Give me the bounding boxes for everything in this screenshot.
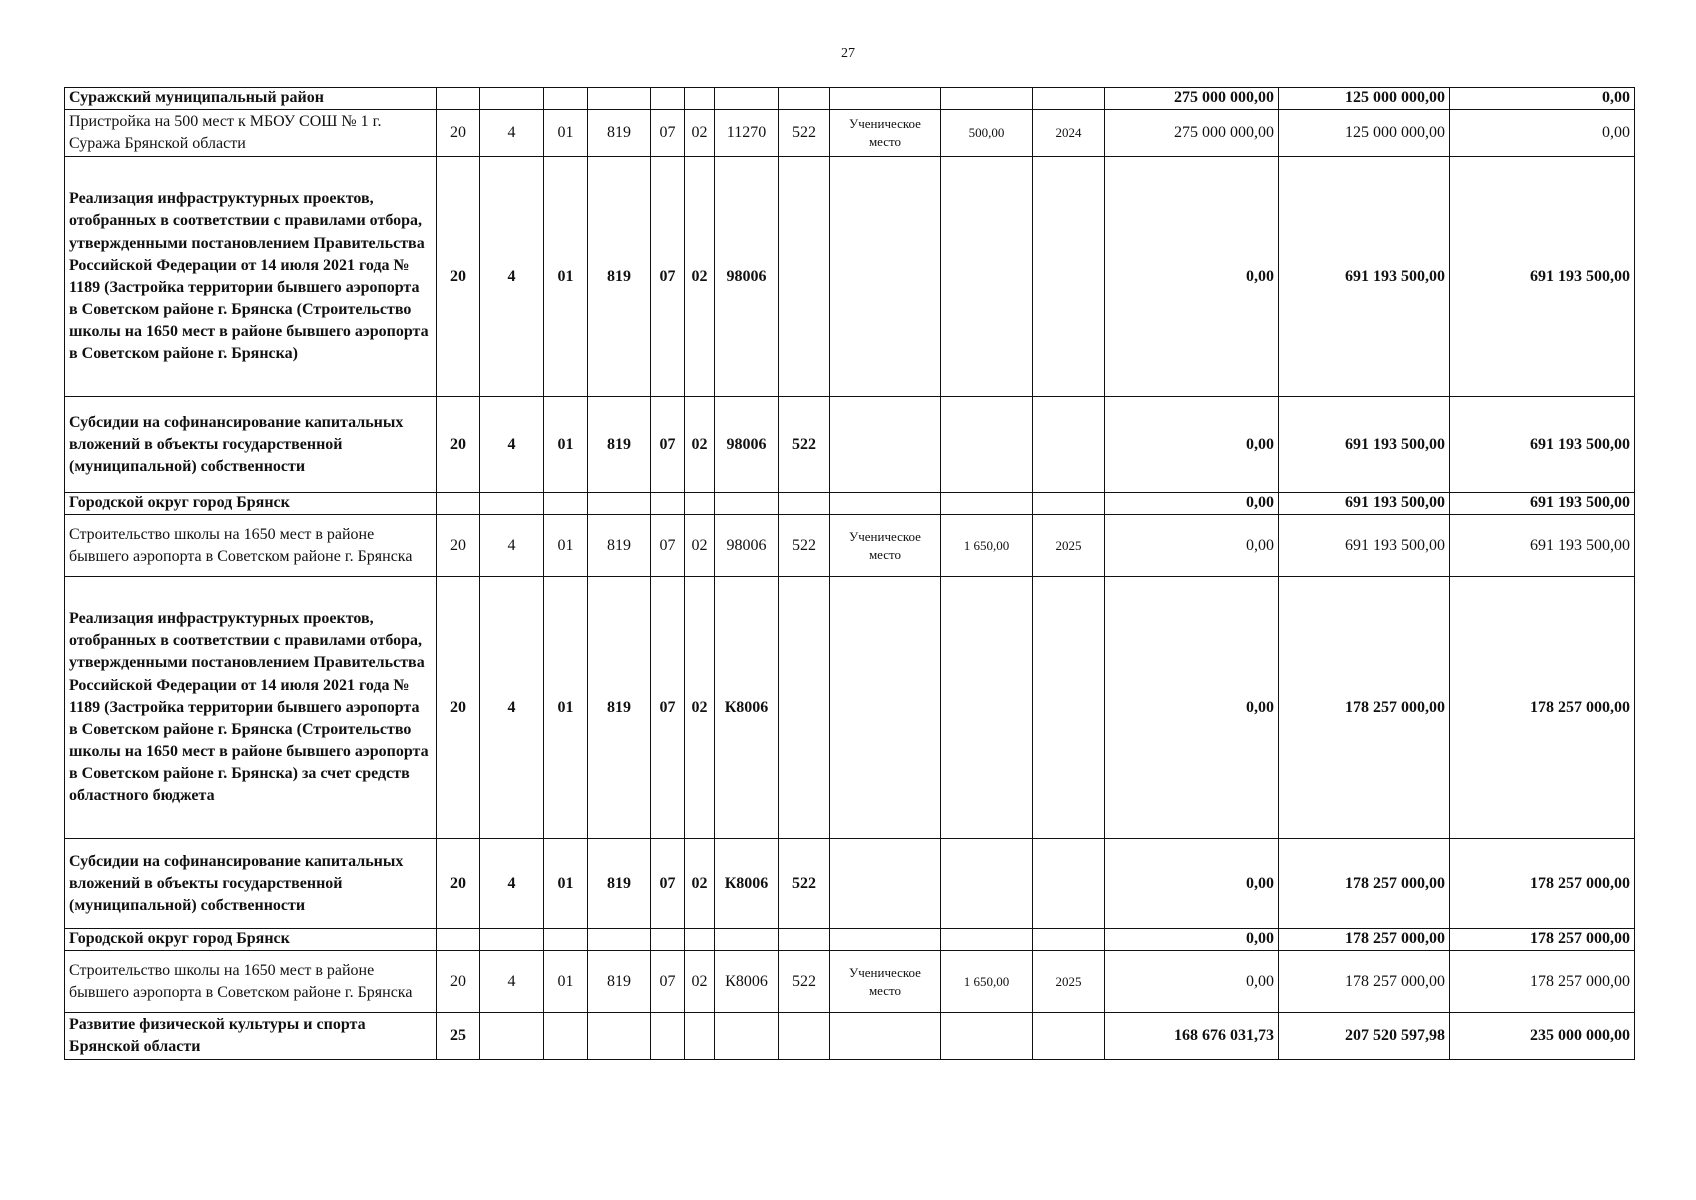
cell-capacity [941, 157, 1033, 397]
cell-target-item: К8006 [715, 839, 779, 929]
cell-rz [651, 493, 685, 515]
cell-capacity [941, 577, 1033, 839]
cell-unit [830, 397, 941, 493]
cell-target-item [715, 929, 779, 951]
cell-rz: 07 [651, 951, 685, 1013]
cell-expense-type: 522 [779, 515, 830, 577]
table-row [65, 515, 1635, 577]
cell-name: Строительство школы на 1650 мест в районе бывшего аэропорта в Советском районе г. Брянска [65, 951, 437, 1013]
cell-name: Суражский муниципальный район [65, 88, 437, 110]
cell-unit [830, 839, 941, 929]
cell-sum-3: 178 257 000,00 [1450, 577, 1635, 839]
cell-sum-2: 178 257 000,00 [1279, 929, 1450, 951]
cell-pr [685, 493, 715, 515]
cell-mr [544, 929, 588, 951]
cell-name: Субсидии на софинансирование капитальных вложений в объекты государственной (муниципальной) собственности [65, 839, 437, 929]
cell-sum-1: 0,00 [1105, 397, 1279, 493]
cell-expense-type [779, 88, 830, 110]
cell-name: Развитие физической культуры и спорта Брянской области [65, 1013, 437, 1060]
cell-mr: 01 [544, 397, 588, 493]
cell-year [1033, 577, 1105, 839]
cell-rz [651, 1013, 685, 1060]
cell-sum-3: 691 193 500,00 [1450, 157, 1635, 397]
cell-sum-2: 125 000 000,00 [1279, 88, 1450, 110]
cell-gp: 20 [437, 515, 480, 577]
table-row [65, 577, 1635, 839]
cell-sum-1: 168 676 031,73 [1105, 1013, 1279, 1060]
cell-grbs: 819 [588, 515, 651, 577]
cell-target-item [715, 88, 779, 110]
cell-rz: 07 [651, 515, 685, 577]
cell-grbs: 819 [588, 157, 651, 397]
cell-capacity: 1 650,00 [941, 951, 1033, 1013]
budget-table [64, 87, 1635, 1060]
cell-sum-2: 178 257 000,00 [1279, 839, 1450, 929]
cell-unit: Ученическое место [830, 951, 941, 1013]
cell-pgp: 4 [480, 577, 544, 839]
cell-grbs [588, 493, 651, 515]
cell-mr: 01 [544, 951, 588, 1013]
cell-name: Реализация инфраструктурных проектов, отобранных в соответствии с правилами отбора, утвержденными постановлением Правительства Российской Федерации от 14 июля 2021 года № 1189 (Застройка территории бывшего аэропорта в Советском районе г. Брянска (Строительство школы на 1650 мест в районе бывшего аэропорта в Советском районе г. Брянска) [65, 157, 437, 397]
cell-sum-3: 178 257 000,00 [1450, 839, 1635, 929]
cell-unit: Ученическое место [830, 110, 941, 157]
cell-gp: 25 [437, 1013, 480, 1060]
cell-capacity [941, 1013, 1033, 1060]
cell-sum-2: 178 257 000,00 [1279, 951, 1450, 1013]
cell-sum-3: 691 193 500,00 [1450, 397, 1635, 493]
cell-name: Реализация инфраструктурных проектов, отобранных в соответствии с правилами отбора, утвержденными постановлением Правительства Российской Федерации от 14 июля 2021 года № 1189 (Застройка территории бывшего аэропорта в Советском районе г. Брянска (Строительство школы на 1650 мест в районе бывшего аэропорта в Советском районе г. Брянска) за счет средств областного бюджета [65, 577, 437, 839]
cell-unit [830, 929, 941, 951]
cell-target-item: К8006 [715, 951, 779, 1013]
cell-sum-2: 691 193 500,00 [1279, 397, 1450, 493]
cell-expense-type [779, 157, 830, 397]
cell-sum-1: 0,00 [1105, 929, 1279, 951]
cell-expense-type [779, 493, 830, 515]
cell-target-item [715, 493, 779, 515]
cell-unit [830, 157, 941, 397]
cell-sum-1: 275 000 000,00 [1105, 88, 1279, 110]
cell-rz: 07 [651, 839, 685, 929]
cell-year [1033, 1013, 1105, 1060]
cell-unit [830, 493, 941, 515]
table-row [65, 110, 1635, 157]
cell-sum-2: 691 193 500,00 [1279, 493, 1450, 515]
cell-gp: 20 [437, 397, 480, 493]
cell-capacity: 1 650,00 [941, 515, 1033, 577]
cell-rz: 07 [651, 110, 685, 157]
cell-target-item [715, 1013, 779, 1060]
cell-year: 2025 [1033, 515, 1105, 577]
cell-pr [685, 88, 715, 110]
cell-capacity [941, 397, 1033, 493]
cell-pgp: 4 [480, 839, 544, 929]
cell-expense-type: 522 [779, 110, 830, 157]
cell-capacity [941, 493, 1033, 515]
cell-sum-1: 0,00 [1105, 493, 1279, 515]
cell-name: Городской округ город Брянск [65, 929, 437, 951]
cell-name: Пристройка на 500 мест к МБОУ СОШ № 1 г. Суража Брянской области [65, 110, 437, 157]
cell-sum-3: 0,00 [1450, 110, 1635, 157]
cell-target-item: 11270 [715, 110, 779, 157]
cell-mr: 01 [544, 515, 588, 577]
cell-gp: 20 [437, 577, 480, 839]
cell-sum-3: 178 257 000,00 [1450, 929, 1635, 951]
cell-pr: 02 [685, 951, 715, 1013]
cell-rz [651, 88, 685, 110]
cell-pgp: 4 [480, 110, 544, 157]
cell-pgp [480, 88, 544, 110]
cell-mr [544, 493, 588, 515]
table-row [65, 493, 1635, 515]
cell-pr: 02 [685, 157, 715, 397]
cell-unit [830, 1013, 941, 1060]
cell-gp: 20 [437, 157, 480, 397]
cell-year: 2024 [1033, 110, 1105, 157]
cell-pgp [480, 493, 544, 515]
cell-mr [544, 88, 588, 110]
cell-mr: 01 [544, 157, 588, 397]
cell-year [1033, 157, 1105, 397]
cell-gp: 20 [437, 110, 480, 157]
cell-sum-3: 691 193 500,00 [1450, 515, 1635, 577]
cell-gp [437, 929, 480, 951]
cell-expense-type [779, 577, 830, 839]
cell-sum-1: 0,00 [1105, 157, 1279, 397]
cell-pgp: 4 [480, 951, 544, 1013]
cell-grbs: 819 [588, 839, 651, 929]
cell-gp [437, 88, 480, 110]
cell-pr: 02 [685, 515, 715, 577]
cell-unit [830, 577, 941, 839]
cell-pr [685, 929, 715, 951]
cell-sum-1: 275 000 000,00 [1105, 110, 1279, 157]
cell-rz [651, 929, 685, 951]
cell-capacity [941, 88, 1033, 110]
cell-sum-1: 0,00 [1105, 951, 1279, 1013]
cell-expense-type: 522 [779, 839, 830, 929]
cell-target-item: 98006 [715, 157, 779, 397]
cell-grbs [588, 1013, 651, 1060]
cell-sum-1: 0,00 [1105, 839, 1279, 929]
cell-target-item: К8006 [715, 577, 779, 839]
cell-name: Субсидии на софинансирование капитальных вложений в объекты государственной (муниципальной) собственности [65, 397, 437, 493]
cell-sum-2: 691 193 500,00 [1279, 515, 1450, 577]
cell-pr [685, 1013, 715, 1060]
cell-sum-3: 178 257 000,00 [1450, 951, 1635, 1013]
table-row [65, 839, 1635, 929]
cell-pr: 02 [685, 577, 715, 839]
cell-pr: 02 [685, 110, 715, 157]
cell-sum-1: 0,00 [1105, 515, 1279, 577]
cell-mr: 01 [544, 110, 588, 157]
cell-grbs: 819 [588, 951, 651, 1013]
cell-rz: 07 [651, 397, 685, 493]
table-row [65, 88, 1635, 110]
cell-unit: Ученическое место [830, 515, 941, 577]
table-row [65, 397, 1635, 493]
cell-pgp: 4 [480, 515, 544, 577]
cell-pr: 02 [685, 397, 715, 493]
cell-capacity [941, 929, 1033, 951]
cell-capacity: 500,00 [941, 110, 1033, 157]
cell-expense-type: 522 [779, 951, 830, 1013]
cell-sum-3: 0,00 [1450, 88, 1635, 110]
cell-pgp [480, 929, 544, 951]
cell-sum-1: 0,00 [1105, 577, 1279, 839]
cell-grbs [588, 929, 651, 951]
cell-mr: 01 [544, 577, 588, 839]
cell-sum-2: 125 000 000,00 [1279, 110, 1450, 157]
cell-grbs [588, 88, 651, 110]
cell-rz: 07 [651, 577, 685, 839]
cell-mr: 01 [544, 839, 588, 929]
cell-gp: 20 [437, 951, 480, 1013]
cell-expense-type: 522 [779, 397, 830, 493]
cell-grbs: 819 [588, 577, 651, 839]
table-row [65, 929, 1635, 951]
cell-sum-3: 691 193 500,00 [1450, 493, 1635, 515]
cell-target-item: 98006 [715, 515, 779, 577]
cell-name: Городской округ город Брянск [65, 493, 437, 515]
cell-sum-2: 207 520 597,98 [1279, 1013, 1450, 1060]
cell-year [1033, 397, 1105, 493]
cell-pgp [480, 1013, 544, 1060]
page-number: 27 [841, 46, 855, 61]
cell-mr [544, 1013, 588, 1060]
table-row [65, 1013, 1635, 1060]
cell-gp: 20 [437, 839, 480, 929]
cell-gp [437, 493, 480, 515]
cell-target-item: 98006 [715, 397, 779, 493]
cell-year: 2025 [1033, 951, 1105, 1013]
cell-year [1033, 929, 1105, 951]
cell-name: Строительство школы на 1650 мест в районе бывшего аэропорта в Советском районе г. Брянска [65, 515, 437, 577]
cell-expense-type [779, 929, 830, 951]
cell-year [1033, 839, 1105, 929]
table-row [65, 951, 1635, 1013]
cell-rz: 07 [651, 157, 685, 397]
table-row [65, 157, 1635, 397]
cell-pr: 02 [685, 839, 715, 929]
cell-year [1033, 88, 1105, 110]
cell-expense-type [779, 1013, 830, 1060]
cell-capacity [941, 839, 1033, 929]
cell-sum-3: 235 000 000,00 [1450, 1013, 1635, 1060]
cell-pgp: 4 [480, 157, 544, 397]
cell-grbs: 819 [588, 397, 651, 493]
cell-year [1033, 493, 1105, 515]
cell-unit [830, 88, 941, 110]
cell-sum-2: 691 193 500,00 [1279, 157, 1450, 397]
cell-grbs: 819 [588, 110, 651, 157]
cell-sum-2: 178 257 000,00 [1279, 577, 1450, 839]
cell-pgp: 4 [480, 397, 544, 493]
